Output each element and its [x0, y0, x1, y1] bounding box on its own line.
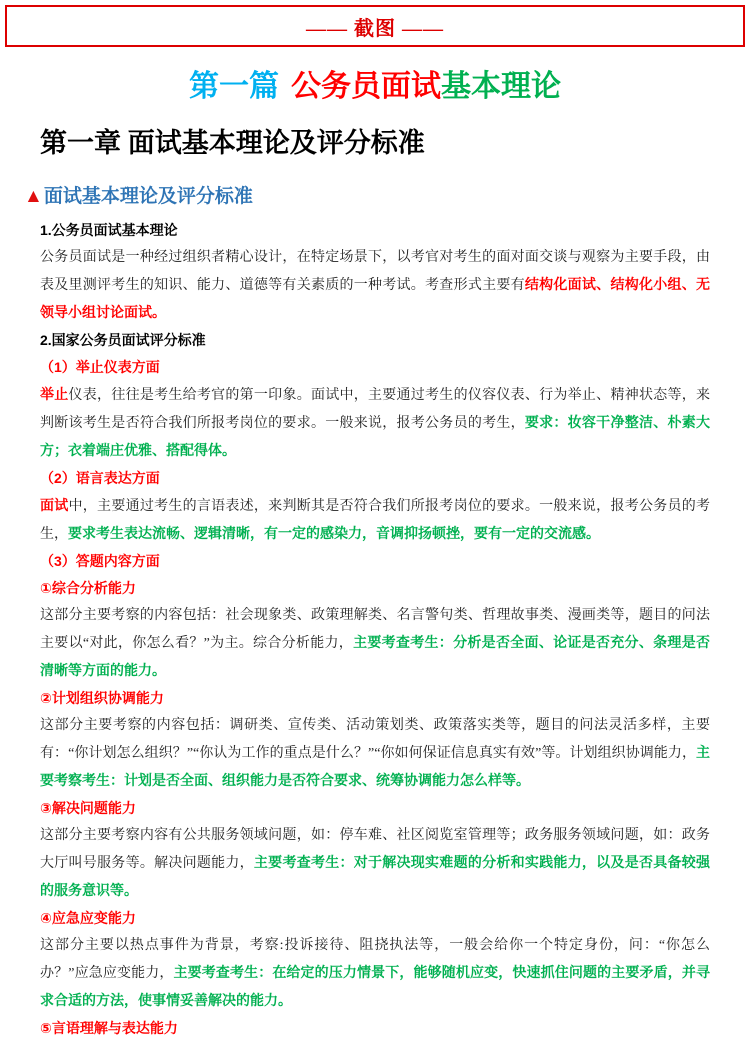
paragraph-planning	[40, 712, 710, 795]
demeanor-text: 仪表，往往是考生给考官的第一印象。面试中，主要通过考生的仪容仪表、行为举止、精神状态等，来判断该考生是否符合我们所报考岗位的要求。一般来说，报考公务员的考生，	[40, 388, 711, 431]
triangle-marker-icon: ▲	[24, 186, 43, 207]
paragraph-intro	[40, 244, 710, 327]
analysis-requirements: 主要考查考生：分析是否全面、论证是否充分、条理是否清晰等方面的能力。	[40, 634, 711, 678]
planning-text: 这部分主要考察的内容包括：调研类、宣传类、活动策划类、政策落实类等，题目的问法灵活多样，主要有：“你计划怎么组织？”“你认为工作的重点是什么？”“你如何保证信息真实有效”等。计划组织协调能力，	[40, 718, 710, 761]
language-lead: 面试	[40, 497, 69, 513]
language-text: 中，主要通过考生的言语表述，来判断其是否符合我们所报考岗位的要求。一般来说，报考公务员的考生，	[40, 499, 711, 542]
analysis-text: 这部分主要考察的内容包括：社会现象类、政策理解类、名言警句类、哲理故事类、漫画类等，题目的问法主要以“对此，你怎么看？”为主。综合分析能力，	[40, 608, 710, 651]
document-body	[40, 217, 710, 1042]
title-part-volume: 第一篇	[189, 70, 279, 103]
heading-ability-problem-solving: ③解决问题能力	[40, 800, 136, 816]
document-page	[0, 5, 750, 1036]
problem-solving-requirements: 主要考查考生：对于解决现实难题的分析和实践能力，以及是否具备较强的服务意识等。	[40, 854, 711, 898]
heading-ability-comprehension: ⑤言语理解与表达能力	[40, 1020, 178, 1036]
planning-requirements: 主要考察考生：计划是否全面、组织能力是否符合要求、统筹协调能力怎么样等。	[40, 744, 710, 788]
language-requirements: 要求考生表达流畅、逻辑清晰，有一定的感染力，音调抑扬顿挫，要有一定的交流感。	[68, 525, 600, 541]
demeanor-requirements: 要求：妆容干净整洁、朴素大方；衣着端庄优雅、搭配得体。	[40, 414, 711, 458]
paragraph-analysis	[40, 602, 710, 685]
heading-ability-analysis: ①综合分析能力	[40, 580, 136, 596]
paragraph-language	[40, 492, 710, 548]
banner-label: —— 截图 ——	[306, 17, 444, 40]
section-heading	[24, 183, 710, 211]
heading-aspect-language: （2）语言表达方面	[40, 470, 160, 486]
heading-ability-adaptability: ④应急应变能力	[40, 910, 136, 926]
section-heading-label: 面试基本理论及评分标准	[43, 186, 253, 207]
heading-ability-planning: ②计划组织协调能力	[40, 690, 164, 706]
heading-basic-theory: 1.公务员面试基本理论	[40, 222, 178, 238]
document-title	[0, 67, 750, 107]
screenshot-banner	[5, 5, 745, 47]
adaptability-requirements: 主要考查考生：在给定的压力情景下，能够随机应变，快速抓住问题的主要矛盾，并寻求合适的方法，使事情妥善解决的能力。	[40, 964, 711, 1008]
paragraph-problem-solving	[40, 822, 710, 905]
heading-aspect-answer-content: （3）答题内容方面	[40, 553, 160, 569]
heading-aspect-demeanor: （1）举止仪表方面	[40, 359, 160, 375]
intro-text: 公务员面试是一种经过组织者精心设计，在特定场景下，以考官对考生的面对面交谈与观察为主要手段，由表及里测评考生的知识、能力、道德等有关素质的一种考试。考查形式主要有	[40, 250, 710, 293]
heading-scoring-standards: 2.国家公务员面试评分标准	[40, 332, 206, 348]
problem-solving-text: 这部分主要考察内容有公共服务领域问题，如：停车难、社区阅览室管理等；政务服务领域问题，如：政务大厅叫号服务等。解决问题能力，	[40, 828, 710, 871]
intro-interview-forms: 结构化面试、结构化小组、无领导小组讨论面试。	[40, 276, 711, 320]
title-part-topic: 基本理论	[441, 70, 561, 103]
title-part-subject: 公务员面试	[291, 70, 441, 103]
adaptability-text: 这部分主要以热点事件为背景，考察:投诉接待、阻挠执法等，一般会给你一个特定身份，问：“你怎么办？”应急应变能力，	[40, 938, 710, 981]
chapter-title: 第一章 面试基本理论及评分标准	[40, 128, 425, 158]
demeanor-lead: 举止	[40, 386, 69, 402]
paragraph-adaptability	[40, 932, 710, 1015]
paragraph-demeanor	[40, 381, 710, 465]
